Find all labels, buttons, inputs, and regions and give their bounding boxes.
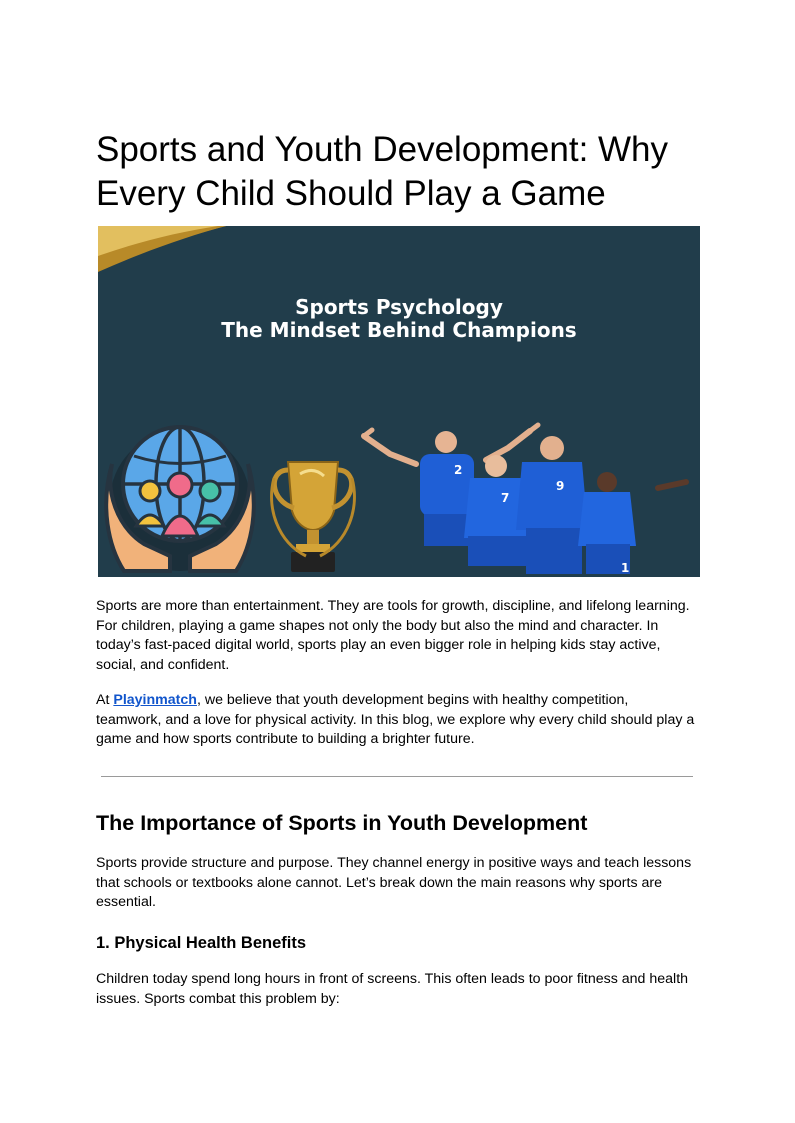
hands-globe-icon bbox=[106, 427, 254, 571]
subsection-heading: 1. Physical Health Benefits bbox=[96, 934, 306, 952]
jersey-number-1: 1 bbox=[621, 561, 630, 575]
jersey-number-7: 7 bbox=[501, 491, 510, 505]
football-players-photo bbox=[364, 425, 686, 575]
section-paragraph: Sports provide structure and purpose. They channel energy in positive ways and teach lessons that schools or textbooks alone cannot. Let’s break down the main reasons why sports are essential. bbox=[96, 855, 692, 910]
hero-title bbox=[98, 296, 700, 342]
second-paragraph-suffix: , we believe that youth development begins with healthy competition, teamwork, and a love for physical activity. In this blog, we explore why every child should play a game and how sports contribute to building a brighter future. bbox=[96, 692, 695, 747]
second-paragraph-prefix: At bbox=[96, 692, 114, 708]
jersey-number-9: 9 bbox=[556, 479, 565, 493]
hero-title-line1: Sports Psychology bbox=[295, 295, 503, 319]
horizontal-divider bbox=[101, 776, 693, 777]
gold-trophy-icon bbox=[272, 462, 355, 572]
page-title: Sports and Youth Development: Why Every Child Should Play a Game bbox=[96, 130, 669, 213]
intro-paragraph: Sports are more than entertainment. They are tools for growth, discipline, and lifelong learning. For children, playing a game shapes not only the body but also the mind and character. In today’s fast-paced digital world, sports play an even bigger role in helping kids stay active, social, and confident. bbox=[96, 598, 690, 673]
hero-banner-image bbox=[98, 226, 700, 577]
playinmatch-link[interactable]: Playinmatch bbox=[113, 692, 197, 708]
second-paragraph bbox=[96, 691, 696, 750]
hero-title-line2: The Mindset Behind Champions bbox=[221, 318, 577, 342]
hero-illustration bbox=[98, 226, 700, 577]
jersey-number-2: 2 bbox=[454, 463, 463, 477]
section-heading: The Importance of Sports in Youth Development bbox=[96, 811, 588, 835]
subsection-paragraph: Children today spend long hours in front of screens. This often leads to poor fitness and health issues. Sports combat this problem by: bbox=[96, 971, 689, 1007]
